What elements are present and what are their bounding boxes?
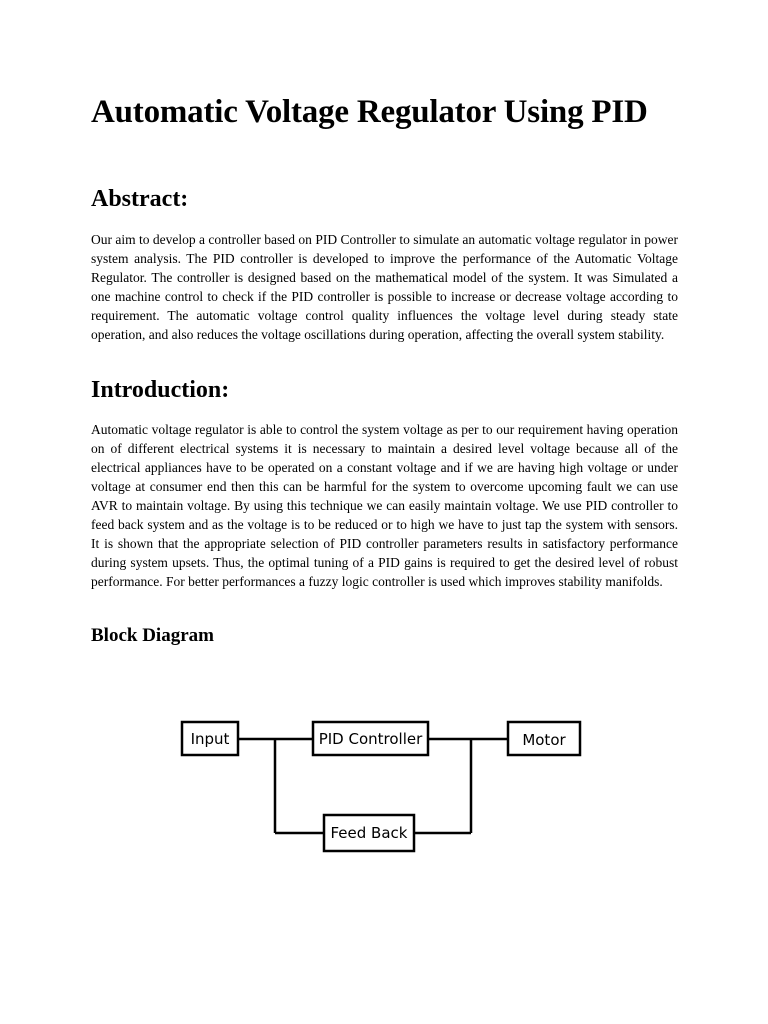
introduction-heading: Introduction: <box>91 377 230 403</box>
abstract-paragraph: Our aim to develop a controller based on PID Controller to simulate an automatic voltage regulator in power system analysis. The PID controller is developed to improve the performance of the Automatic Voltage Regulator. The controller is designed based on the mathematical model of the system. It was Simulated a one machine control to check if the PID controller is possible to increase or decrease voltage according to requirement. The automatic voltage control quality influences the voltage level during steady state operation, and also reduces the voltage oscillations during operation, affecting the overall system stability. <box>91 232 678 342</box>
input-block-label: Input <box>190 730 230 748</box>
pid-controller-block-label: PID Controller <box>318 730 423 748</box>
abstract-heading: Abstract: <box>91 186 189 212</box>
input-block <box>182 722 238 755</box>
motor-block <box>508 722 580 755</box>
feedback-block <box>324 815 414 851</box>
feedback-block-label: Feed Back <box>330 824 408 842</box>
motor-block-label: Motor <box>522 731 566 749</box>
introduction-paragraph: Automatic voltage regulator is able to control the system voltage as per to our requirement having operation on of different electrical systems it is necessary to maintain a desired level voltage because all of the electrical appliances have to be operated on a constant voltage and if we are having high voltage or under voltage at consumer end then this can be harmful for the system to overcome upcoming fault we can use AVR to maintain voltage. By using this technique we can easily maintain voltage. We use PID controller to feed back system and as the voltage is to be reduced or to high we have to just tap the system with sensors. It is shown that the appropriate selection of PID controller parameters results in satisfactory performance during system upsets. Thus, the optimal tuning of a PID gains is required to get the desired level of robust performance. For better performances a fuzzy logic controller is used which improves stability manifolds. <box>91 422 678 589</box>
document-title: Automatic Voltage Regulator Using PID <box>91 94 648 130</box>
pid-controller-block <box>313 722 428 755</box>
block-diagram-heading: Block Diagram <box>91 625 214 646</box>
